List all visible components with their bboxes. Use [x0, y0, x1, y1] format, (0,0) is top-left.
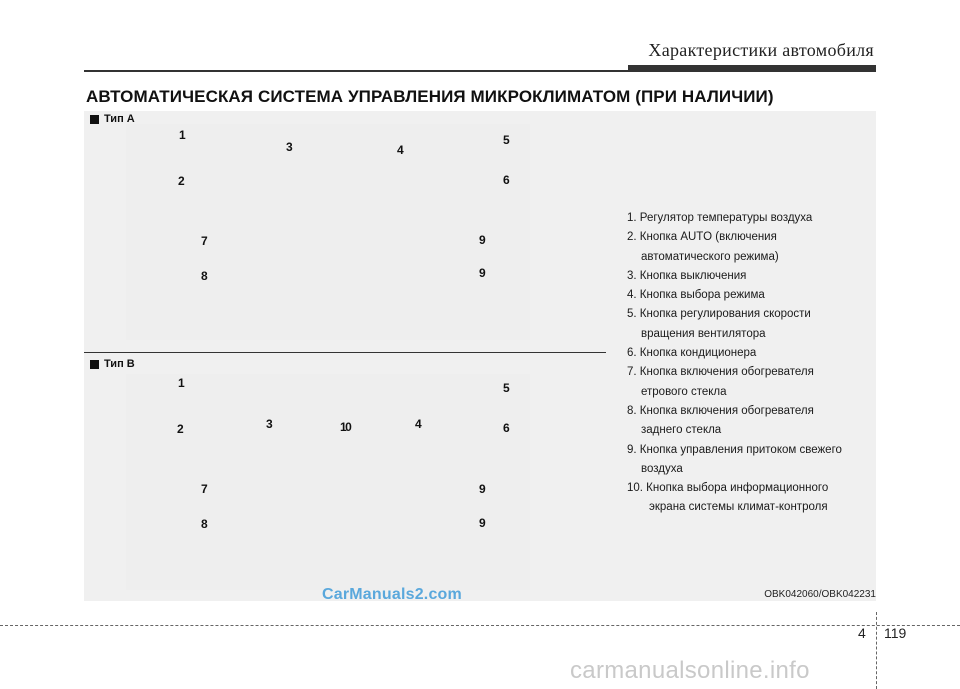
footer-watermark: carmanualsonline.info [570, 657, 810, 684]
legend-item: 10. Кнопка выбора информационного [627, 482, 829, 495]
legend-item-continuation: экрана системы климат-контроля [649, 501, 828, 514]
footer-rule [0, 625, 960, 626]
type-a-label-text: Тип A [104, 113, 135, 125]
legend-item: 8. Кнопка включения обогревателя [627, 404, 814, 417]
legend-item-continuation: етрового стекла [641, 385, 727, 398]
callout-number: 5 [503, 381, 510, 395]
callout-number: 4 [397, 143, 404, 157]
callout-number: 9 [479, 482, 486, 496]
control-panel-image-type-b [126, 374, 530, 590]
callout-number: 2 [178, 174, 185, 188]
callout-number: 9 [479, 516, 486, 530]
square-bullet-icon [90, 115, 99, 124]
legend-item-continuation: заднего стекла [641, 424, 722, 437]
callout-number: 10 [340, 420, 351, 434]
legend-item: 2. Кнопка AUTO (включения [627, 231, 777, 244]
chapter-number: 4 [858, 625, 866, 641]
legend-item: 7. Кнопка включения обогревателя [627, 366, 814, 379]
legend-list [627, 209, 877, 518]
callout-number: 4 [415, 417, 422, 431]
callout-number: 6 [503, 421, 510, 435]
footer-divider [876, 612, 877, 689]
callout-number: 7 [201, 234, 208, 248]
legend-item: 6. Кнопка кондиционера [627, 347, 757, 360]
callout-number: 8 [201, 517, 208, 531]
type-a-label [90, 113, 135, 125]
page-number: 119 [884, 625, 907, 641]
section-title: АВТОМАТИЧЕСКАЯ СИСТЕМА УПРАВЛЕНИЯ МИКРОКЛИМАТОМ (ПРИ НАЛИЧИИ) [86, 87, 774, 106]
watermark-link[interactable]: CarManuals2.com [322, 586, 462, 603]
legend-item-continuation: воздуха [641, 462, 683, 475]
callout-number: 1 [178, 376, 185, 390]
legend-item: 5. Кнопка регулирования скорости [627, 308, 811, 321]
figure-code: OBK042060/OBK042231 [764, 589, 876, 600]
legend-item: 4. Кнопка выбора режима [627, 289, 765, 302]
callout-number: 1 [179, 128, 186, 142]
legend-item: 9. Кнопка управления притоком свежего [627, 443, 842, 456]
legend-item: 3. Кнопка выключения [627, 269, 747, 282]
control-panel-image-type-a [126, 124, 530, 340]
legend-item: 1. Регулятор температуры воздуха [627, 212, 813, 224]
callout-number: 6 [503, 173, 510, 187]
callout-number: 2 [177, 422, 184, 436]
type-b-label-text: Тип B [104, 358, 135, 370]
callout-number: 7 [201, 482, 208, 496]
square-bullet-icon [90, 360, 99, 369]
callout-number: 5 [503, 133, 510, 147]
legend-item-continuation: автоматического режима) [641, 250, 779, 263]
callout-number: 3 [266, 417, 273, 431]
legend-item-continuation: вращения вентилятора [641, 327, 766, 340]
header-rule [84, 70, 876, 72]
header-title: Характеристики автомобиля [648, 40, 874, 60]
type-b-label [90, 358, 135, 370]
callout-number: 9 [479, 266, 486, 280]
callout-number: 9 [479, 233, 486, 247]
callout-number: 8 [201, 269, 208, 283]
callout-number: 3 [286, 140, 293, 154]
type-divider [84, 352, 606, 353]
